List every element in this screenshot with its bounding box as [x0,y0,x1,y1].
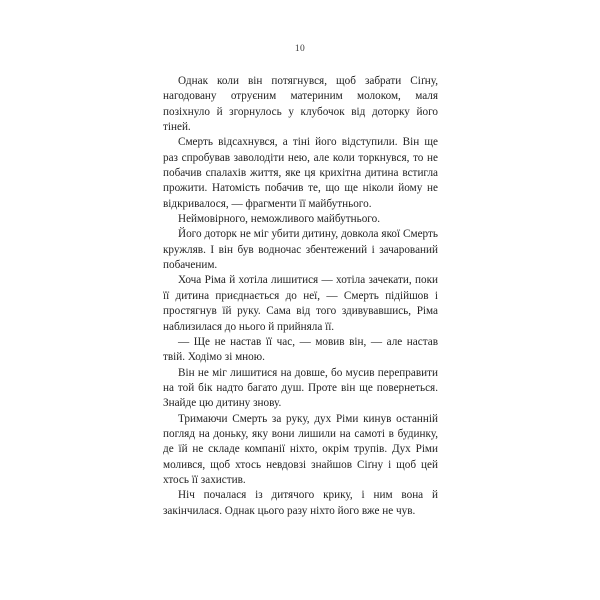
body-paragraph: Ніч почалася із дитячого крику, і ним вона й закінчилася. Однак цього разу ніхто його вже не чув. [163,489,438,517]
body-paragraph-dialogue: — Ще не настав її час, — мовив він, — але настав твій. Ходімо зі мною. [163,335,438,364]
body-paragraph: Тримаючи Смерть за руку, дух Ріми кинув останній погляд на доньку, яку вони лишили на самоті в будинку, де їй не складе компанії ніхто, окрім трупів. Дух Ріми молився, щоб хтось невдовзі знайшов Сіґну і щоб цей хтось її захистив. [163,412,438,486]
body-paragraph: Однак коли він потягнувся, щоб забрати Сіґну, нагодовану отруєним материним молоком, маля позіхнуло й згорнулось у клубочок від доторку його тіней. [163,75,438,134]
page-text-column [163,74,438,519]
body-paragraph: Його доторк не міг убити дитину, довкола якої Смерть кружляв. І він був водночас збентежений і зачарований побаченим. [163,228,438,272]
body-paragraph: Він не міг лишитися на довше, бо мусив переправити на той бік надто багато душ. Проте він ще повернеться. Знайде цю дитину знову. [163,366,438,410]
body-paragraph: Неймовірного, неможливого майбутнього. [178,213,381,226]
page-number: 10 [294,44,306,54]
body-paragraph: Смерть відсахнувся, а тіні його відступили. Він ще раз спробував заволодіти нею, але коли торкнувся, то не побачив спалахів життя, яке ця крихітна дитина встигла прожити. Натомість побачив те, що ще ніколи йому не відкривалося, — фрагменти її майбутнього. [163,136,438,210]
body-paragraph: Хоча Ріма й хотіла лишитися — хотіла зачекати, поки її дитина приєднається до неї, — Смерть підійшов і простягнув їй руку. Сама від того здивувавшись, Ріма наблизилася до нього й прийняла її. [163,274,438,333]
